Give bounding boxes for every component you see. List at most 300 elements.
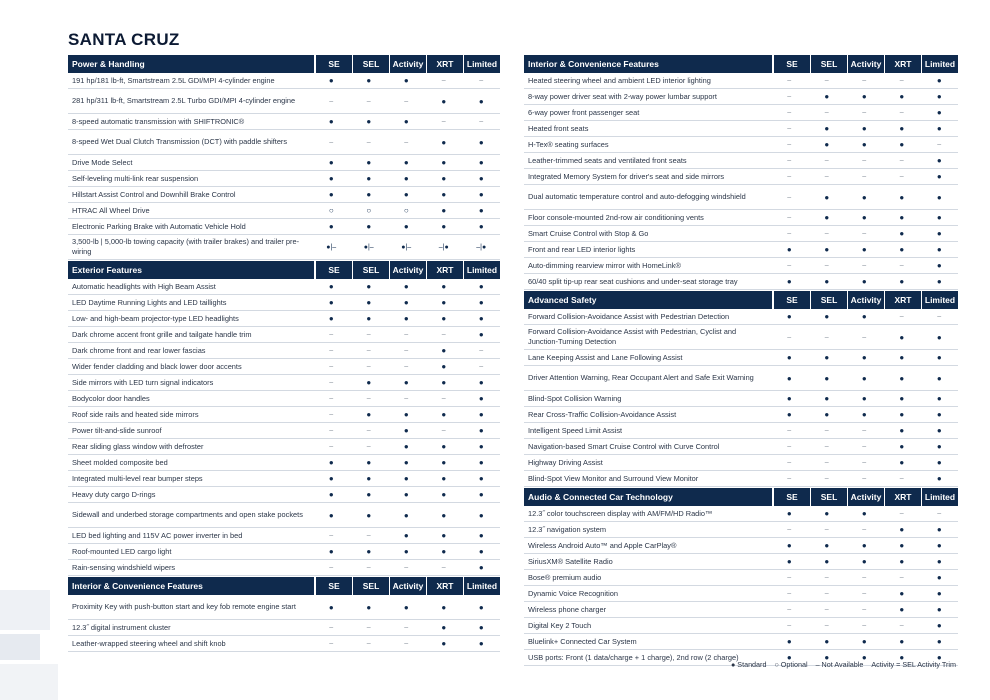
availability-cell: ●: [899, 213, 905, 222]
availability-cell: –: [787, 443, 792, 450]
section-title: Interior & Convenience Features: [68, 577, 314, 595]
availability-cell: ●: [441, 623, 447, 632]
availability-cell: ●: [936, 76, 942, 85]
availability-cell: ●: [786, 277, 792, 286]
availability-cell: –: [366, 363, 371, 370]
availability-cell: ●: [478, 394, 484, 403]
availability-cell: ●: [403, 510, 409, 520]
availability-cell: ●: [824, 394, 830, 403]
trim-header: SE: [774, 488, 810, 506]
availability-cell: ●: [786, 373, 792, 383]
availability-cell: –: [329, 564, 334, 571]
availability-cell: ●: [478, 458, 484, 467]
feature-label: Leather-trimmed seats and ventilated front seats: [528, 155, 687, 165]
availability-cell: ●: [478, 158, 484, 167]
availability-cell: ●|–: [326, 243, 337, 251]
availability-cell: ●: [441, 474, 447, 483]
feature-label: Forward Collision-Avoidance Assist with Pedestrian, Cyclist and Junction-Turning Detection: [528, 327, 737, 346]
section-title: Interior & Convenience Features: [524, 55, 772, 73]
availability-cell: ●: [441, 458, 447, 467]
feature-row: [68, 528, 500, 544]
availability-cell: –: [441, 331, 446, 338]
availability-cell: –: [366, 640, 371, 647]
trim-header: SEL: [811, 55, 847, 73]
availability-cell: ●: [403, 298, 409, 307]
availability-cell: ●: [824, 140, 830, 149]
availability-cell: ●: [441, 298, 447, 307]
feature-row: [68, 279, 500, 295]
feature-label: 6-way power front passenger seat: [528, 107, 640, 117]
availability-cell: ●: [403, 547, 409, 556]
availability-cell: ●: [861, 353, 867, 362]
feature-label: Sidewall and underbed storage compartments and open stake pockets: [72, 510, 303, 519]
availability-cell: ●: [328, 76, 334, 85]
availability-cell: –: [862, 427, 867, 434]
feature-row: [68, 343, 500, 359]
legend-activity-note: Activity = SEL Activity Trim: [871, 660, 956, 669]
availability-cell: ●: [328, 314, 334, 323]
availability-cell: ●: [786, 353, 792, 362]
availability-cell: ●: [478, 222, 484, 231]
feature-row: [68, 560, 500, 576]
availability-cell: ●: [899, 525, 905, 534]
availability-cell: –: [329, 347, 334, 354]
section-header: [524, 291, 958, 309]
availability-cell: ●: [366, 190, 372, 199]
trim-header: XRT: [885, 291, 921, 309]
feature-row: [68, 295, 500, 311]
availability-cell: ●|–: [401, 243, 412, 251]
availability-cell: –: [787, 590, 792, 597]
availability-cell: –: [862, 77, 867, 84]
feature-row: [68, 439, 500, 455]
availability-cell: ●: [478, 314, 484, 323]
section-header: [68, 261, 500, 279]
availability-cell: ●: [899, 589, 905, 598]
availability-cell: ●: [328, 474, 334, 483]
trim-header: Activity: [848, 55, 884, 73]
legend-not-available: – Not Available: [815, 660, 864, 669]
availability-cell: ●: [899, 426, 905, 435]
availability-cell: ●: [441, 137, 447, 147]
availability-cell: –: [441, 395, 446, 402]
availability-cell: ●: [403, 282, 409, 291]
feature-label: 281 hp/311 lb-ft, Smartstream 2.5L Turbo GDI/MPI 4-cylinder engine: [72, 96, 296, 105]
availability-cell: ●: [824, 509, 830, 518]
feature-label: Smart Cruise Control with Stop & Go: [528, 228, 649, 238]
availability-cell: ●: [899, 394, 905, 403]
availability-cell: –: [899, 262, 904, 269]
availability-cell: ●: [478, 442, 484, 451]
availability-cell: –: [479, 77, 484, 84]
feature-label: Sheet molded composite bed: [72, 457, 168, 467]
feature-label: Rain-sensing windshield wipers: [72, 562, 176, 572]
availability-cell: ●: [936, 573, 942, 582]
availability-cell: –: [787, 574, 792, 581]
trim-header: SE: [774, 55, 810, 73]
availability-cell: ●: [366, 298, 372, 307]
feature-row: [524, 634, 958, 650]
availability-cell: –: [787, 606, 792, 613]
availability-cell: –: [366, 395, 371, 402]
availability-cell: ●: [861, 541, 867, 550]
availability-cell: –: [937, 313, 942, 320]
feature-label: Heated steering wheel and ambient LED interior lighting: [528, 75, 711, 85]
availability-cell: ●: [478, 206, 484, 215]
availability-cell: ●: [478, 490, 484, 499]
availability-cell: ●: [403, 314, 409, 323]
availability-cell: –: [441, 564, 446, 571]
trim-header: SE: [316, 577, 352, 595]
availability-cell: ●: [403, 378, 409, 387]
trim-header: Limited: [464, 55, 500, 73]
availability-cell: –: [862, 262, 867, 269]
availability-cell: –: [404, 564, 409, 571]
availability-cell: –: [366, 564, 371, 571]
availability-cell: ●: [403, 474, 409, 483]
availability-cell: ●: [328, 282, 334, 291]
availability-cell: ○: [403, 206, 409, 215]
availability-cell: –: [824, 230, 829, 237]
section-title: Power & Handling: [68, 55, 314, 73]
feature-row: [68, 311, 500, 327]
availability-cell: ●: [366, 410, 372, 419]
availability-cell: ●: [786, 410, 792, 419]
availability-cell: ●: [899, 637, 905, 646]
availability-cell: ●: [478, 330, 484, 339]
availability-cell: –: [899, 313, 904, 320]
availability-cell: –: [862, 475, 867, 482]
feature-row: [68, 219, 500, 235]
availability-cell: ●: [366, 76, 372, 85]
availability-cell: ●: [936, 474, 942, 483]
availability-cell: ●: [441, 282, 447, 291]
availability-cell: –: [441, 427, 446, 434]
feature-row: [68, 187, 500, 203]
availability-cell: –: [824, 459, 829, 466]
availability-cell: –: [479, 347, 484, 354]
availability-cell: –: [404, 97, 409, 105]
availability-cell: –: [937, 510, 942, 517]
feature-row: [524, 602, 958, 618]
availability-cell: ●: [861, 557, 867, 566]
feature-label: Dual automatic temperature control and auto-defogging windshield: [528, 192, 746, 201]
availability-cell: –: [862, 173, 867, 180]
legend-standard: ● Standard: [730, 660, 767, 669]
availability-cell: ●: [936, 589, 942, 598]
availability-cell: ○: [328, 206, 334, 215]
trim-header: SEL: [353, 577, 389, 595]
feature-row: [524, 210, 958, 226]
trim-header: Limited: [922, 488, 958, 506]
feature-label: 8-speed Wet Dual Clutch Transmission (DCT) with paddle shifters: [72, 137, 288, 146]
availability-cell: ●: [441, 531, 447, 540]
availability-cell: ●: [899, 277, 905, 286]
availability-cell: –: [404, 640, 409, 647]
feature-label: Forward Collision-Avoidance Assist with Pedestrian Detection: [528, 311, 730, 321]
availability-cell: –: [862, 574, 867, 581]
feature-label: Electronic Parking Brake with Automatic Vehicle Hold: [72, 221, 246, 231]
feature-label: Side mirrors with LED turn signal indicators: [72, 377, 214, 387]
feature-row: [68, 423, 500, 439]
decorative-graphic: [0, 590, 68, 700]
availability-cell: ●: [824, 192, 830, 202]
availability-cell: –: [862, 622, 867, 629]
availability-cell: ●: [478, 510, 484, 520]
availability-cell: ●: [403, 174, 409, 183]
availability-cell: ●: [328, 547, 334, 556]
trim-header: Activity: [848, 488, 884, 506]
feature-label: Heavy duty cargo D-rings: [72, 489, 156, 499]
availability-cell: ●: [824, 373, 830, 383]
availability-cell: –: [366, 331, 371, 338]
availability-cell: ●: [478, 298, 484, 307]
availability-cell: –: [862, 443, 867, 450]
feature-label: 3,500-lb | 5,000-lb towing capacity (with trailer brakes) and trailer pre-wiring: [72, 237, 300, 256]
feature-row: [524, 242, 958, 258]
availability-cell: ●: [899, 557, 905, 566]
availability-cell: –: [862, 333, 867, 341]
feature-label: Dynamic Voice Recognition: [528, 588, 618, 598]
availability-cell: –: [787, 141, 792, 148]
availability-cell: ●: [478, 547, 484, 556]
availability-cell: ●: [478, 426, 484, 435]
section-title: Audio & Connected Car Technology: [524, 488, 772, 506]
feature-label: Dark chrome accent front grille and tailgate handle trim: [72, 329, 252, 339]
right-column: [524, 54, 958, 666]
trim-header: SEL: [353, 261, 389, 279]
availability-cell: –: [366, 624, 371, 631]
trim-header: XRT: [427, 577, 463, 595]
feature-label: Proximity Key with push-button start and key fob remote engine start: [72, 602, 296, 611]
availability-cell: –: [404, 138, 409, 146]
availability-cell: –: [787, 173, 792, 180]
availability-cell: –: [329, 532, 334, 539]
feature-label: Blind-Spot Collision Warning: [528, 393, 622, 403]
trim-header: SE: [774, 291, 810, 309]
availability-cell: ●: [824, 410, 830, 419]
availability-cell: ●: [441, 314, 447, 323]
availability-cell: ●: [861, 124, 867, 133]
availability-cell: ●: [936, 261, 942, 270]
availability-cell: –: [479, 363, 484, 370]
availability-cell: ●: [936, 213, 942, 222]
availability-cell: –: [862, 459, 867, 466]
availability-cell: ●: [403, 442, 409, 451]
trim-header: XRT: [427, 261, 463, 279]
feature-row: [524, 391, 958, 407]
availability-cell: –: [824, 333, 829, 341]
feature-label: Bose® premium audio: [528, 572, 602, 582]
availability-cell: ●: [403, 490, 409, 499]
feature-label: 8-speed automatic transmission with SHIFTRONIC®: [72, 116, 245, 126]
availability-cell: ●: [861, 509, 867, 518]
availability-cell: ●: [936, 229, 942, 238]
availability-cell: –: [824, 443, 829, 450]
feature-row: [524, 538, 958, 554]
legend: [731, 660, 956, 669]
availability-cell: –: [824, 606, 829, 613]
availability-cell: ●: [328, 602, 334, 612]
availability-cell: ●: [478, 410, 484, 419]
availability-cell: ●: [824, 124, 830, 133]
feature-row: [524, 258, 958, 274]
availability-cell: –: [787, 333, 792, 341]
availability-cell: –: [899, 475, 904, 482]
trim-header: Activity: [390, 55, 426, 73]
availability-cell: ●: [366, 314, 372, 323]
availability-cell: –: [787, 475, 792, 482]
availability-cell: –: [366, 97, 371, 105]
availability-cell: –: [862, 230, 867, 237]
availability-cell: –: [787, 459, 792, 466]
availability-cell: ●: [441, 547, 447, 556]
availability-cell: ●: [936, 156, 942, 165]
feature-row: [68, 375, 500, 391]
availability-cell: ●: [328, 117, 334, 126]
feature-row: [524, 274, 958, 290]
feature-row: [68, 455, 500, 471]
feature-label: 60/40 split tip-up rear seat cushions and under-seat storage tray: [528, 276, 738, 286]
feature-row: [524, 325, 958, 350]
section-header: [68, 55, 500, 73]
availability-cell: ●: [366, 378, 372, 387]
legend-optional: ○ Optional: [774, 660, 808, 669]
availability-cell: –: [329, 443, 334, 450]
availability-cell: ●: [899, 332, 905, 342]
availability-cell: –: [329, 331, 334, 338]
availability-cell: ●: [899, 442, 905, 451]
availability-cell: –: [899, 574, 904, 581]
availability-cell: ●: [403, 117, 409, 126]
feature-label: Highway Driving Assist: [528, 457, 603, 467]
availability-cell: –: [404, 624, 409, 631]
feature-label: LED bed lighting and 115V AC power inverter in bed: [72, 530, 243, 540]
availability-cell: ●: [478, 137, 484, 147]
availability-cell: –: [404, 331, 409, 338]
feature-row: [68, 620, 500, 636]
feature-row: [68, 359, 500, 375]
feature-row: [524, 570, 958, 586]
availability-cell: ●: [478, 623, 484, 632]
availability-cell: ●: [403, 531, 409, 540]
feature-label: Driver Attention Warning, Rear Occupant Alert and Safe Exit Warning: [528, 373, 754, 382]
feature-label: Drive Mode Select: [72, 157, 133, 167]
availability-cell: ●: [403, 158, 409, 167]
availability-cell: –: [787, 157, 792, 164]
availability-cell: ●: [366, 458, 372, 467]
feature-label: Navigation-based Smart Cruise Control with Curve Control: [528, 441, 720, 451]
availability-cell: ●: [861, 277, 867, 286]
availability-cell: ●: [936, 541, 942, 550]
availability-cell: ●: [366, 158, 372, 167]
availability-cell: ●: [824, 353, 830, 362]
availability-cell: –: [824, 526, 829, 533]
feature-row: [68, 487, 500, 503]
availability-cell: ●: [403, 222, 409, 231]
availability-cell: ●: [328, 298, 334, 307]
feature-row: [524, 423, 958, 439]
availability-cell: –: [441, 118, 446, 125]
feature-label: 12.3˝ digital instrument cluster: [72, 622, 171, 632]
availability-cell: –: [824, 109, 829, 116]
availability-cell: ●: [786, 509, 792, 518]
feature-row: [524, 226, 958, 242]
availability-cell: ●: [936, 172, 942, 181]
availability-cell: ●: [861, 410, 867, 419]
feature-row: [68, 171, 500, 187]
availability-cell: ●: [478, 531, 484, 540]
availability-cell: ●: [366, 282, 372, 291]
availability-cell: –: [366, 427, 371, 434]
availability-cell: ●: [478, 563, 484, 572]
availability-cell: ●: [899, 373, 905, 383]
availability-cell: ●: [366, 547, 372, 556]
trim-header: SE: [316, 55, 352, 73]
feature-label: Bodycolor door handles: [72, 393, 150, 403]
availability-cell: –: [899, 157, 904, 164]
feature-row: [524, 185, 958, 210]
availability-cell: ●: [328, 458, 334, 467]
feature-row: [68, 203, 500, 219]
feature-label: SiriusXM® Satellite Radio: [528, 556, 613, 566]
feature-label: Dark chrome front and rear lower fascias: [72, 345, 206, 355]
feature-row: [524, 89, 958, 105]
availability-cell: ●: [936, 525, 942, 534]
trim-header: XRT: [885, 55, 921, 73]
feature-label: Wider fender cladding and black lower door accents: [72, 361, 242, 371]
trim-header: XRT: [427, 55, 463, 73]
availability-cell: –: [787, 193, 792, 201]
availability-cell: –: [787, 262, 792, 269]
feature-label: Auto-dimming rearview mirror with HomeLink®: [528, 260, 681, 270]
feature-row: [524, 439, 958, 455]
feature-label: LED Daytime Running Lights and LED taillights: [72, 297, 227, 307]
availability-cell: –: [824, 427, 829, 434]
availability-cell: ●: [936, 653, 942, 662]
feature-label: Low- and high-beam projector-type LED headlights: [72, 313, 239, 323]
availability-cell: ●: [441, 378, 447, 387]
availability-cell: –: [787, 93, 792, 100]
availability-cell: ●: [403, 410, 409, 419]
availability-cell: –: [329, 624, 334, 631]
feature-row: [524, 586, 958, 602]
availability-cell: ●: [441, 206, 447, 215]
availability-cell: ●: [899, 192, 905, 202]
trim-header: Activity: [390, 261, 426, 279]
availability-cell: ○: [366, 206, 372, 215]
availability-cell: ●: [861, 312, 867, 321]
feature-label: Intelligent Speed Limit Assist: [528, 425, 623, 435]
feature-row: [68, 114, 500, 130]
availability-cell: ●: [936, 332, 942, 342]
section-title: Advanced Safety: [524, 291, 772, 309]
availability-cell: ●: [936, 426, 942, 435]
availability-cell: –: [824, 157, 829, 164]
availability-cell: ●: [328, 222, 334, 231]
left-column: [68, 54, 500, 652]
availability-cell: ●: [899, 653, 905, 662]
availability-cell: ●: [824, 653, 830, 662]
trim-header: SEL: [353, 55, 389, 73]
availability-cell: –: [787, 526, 792, 533]
availability-cell: ●: [786, 245, 792, 254]
trim-header: Activity: [848, 291, 884, 309]
feature-label: Hillstart Assist Control and Downhill Brake Control: [72, 189, 236, 199]
feature-row: [524, 471, 958, 487]
availability-cell: ●: [899, 245, 905, 254]
availability-cell: ●: [899, 92, 905, 101]
